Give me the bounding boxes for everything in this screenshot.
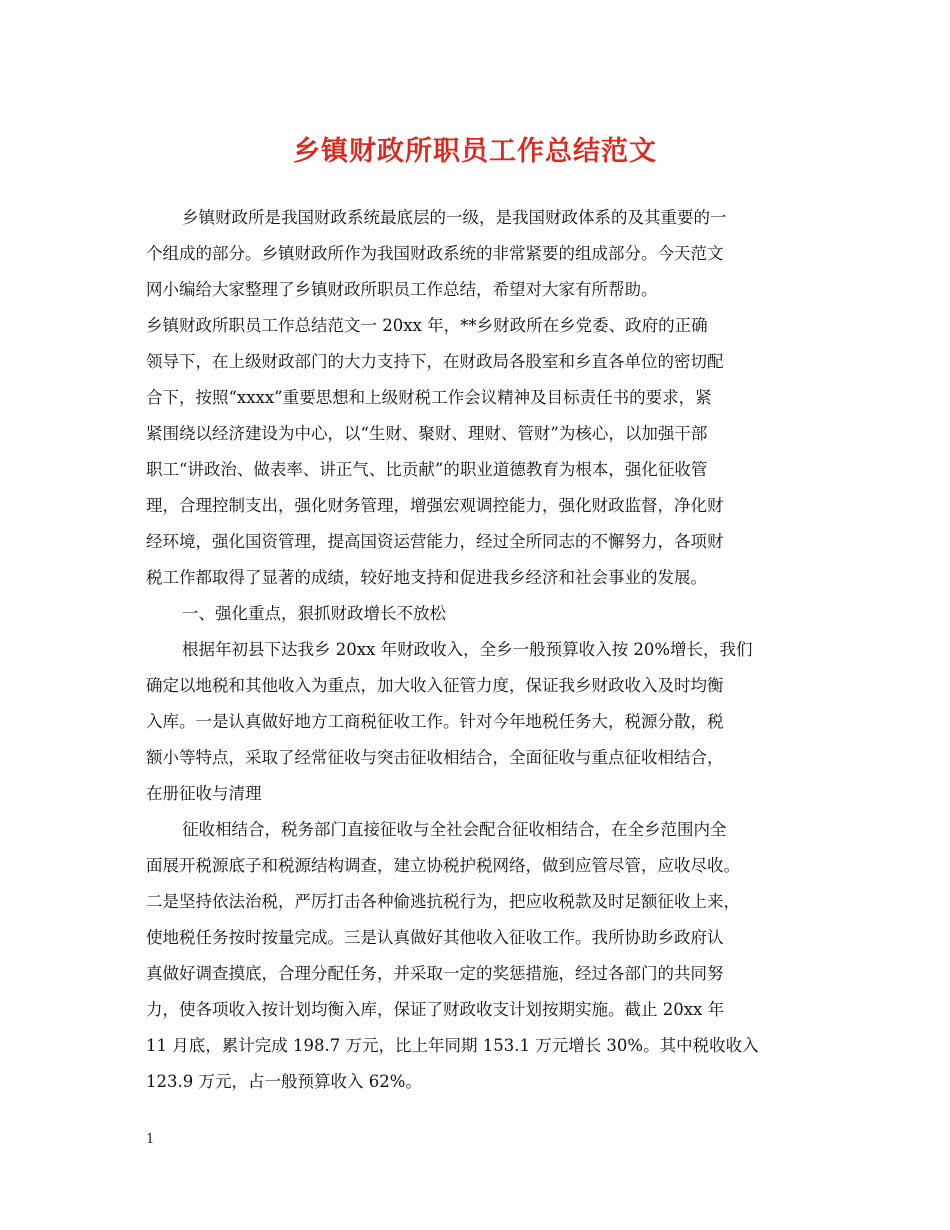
text-line: 税工作都取得了显著的成绩，较好地支持和促进我乡经济和社会事业的发展。 [146,568,707,587]
section-heading: 一、强化重点，狠抓财政增长不放松 [182,604,446,623]
text-line: 紧围绕以经济建设为中心，以“生财、聚财、理财、管财”为核心，以加强干部 [146,424,708,443]
text-line: 确定以地税和其他收入为重点，加大收入征管力度，保证我乡财政收入及时均衡 [146,676,724,695]
text-line: 理，合理控制支出，强化财务管理，增强宏观调控能力，强化财政监督，净化财 [146,496,724,515]
text-line: 网小编给大家整理了乡镇财政所职员工作总结，希望对大家有所帮助。 [146,280,658,299]
text-line: 合下，按照“xxxx”重要思想和上级财税工作会议精神及目标责任书的要求，紧 [146,388,712,407]
text-line: 二是坚持依法治税，严厉打击各种偷逃抗税行为，把应收税款及时足额征收上来， [146,892,740,911]
text-line: 使地税任务按时按量完成。三是认真做好其他收入征收工作。我所协助乡政府认 [146,928,724,947]
text-line: 乡镇财政所是我国财政系统最底层的一级，是我国财政体系的及其重要的一 [182,208,727,227]
text-line: 经环境，强化国资管理，提高国资运营能力，经过全所同志的不懈努力，各项财 [146,532,724,551]
page-number: 1 [146,1132,155,1147]
text-line: 根据年初县下达我乡 20xx 年财政收入，全乡一般预算收入按 20%增长，我们 [182,640,753,659]
text-line: 个组成的部分。乡镇财政所作为我国财政系统的非常紧要的组成部分。今天范文 [146,244,724,263]
text-line: 乡镇财政所职员工作总结范文一 20xx 年，**乡财政所在乡党委、政府的正确 [146,316,708,335]
text-line: 领导下，在上级财政部门的大力支持下，在财政局各股室和乡直各单位的密切配 [146,352,724,371]
text-line: 123.9 万元，占一般预算收入 62%。 [146,1072,422,1091]
document-body [146,200,811,1100]
text-line: 职工“讲政治、做表率、讲正气、比贡献”的职业道德教育为根本，强化征收管 [146,460,708,479]
text-line: 11 月底，累计完成 198.7 万元，比上年同期 153.1 万元增长 30%。其中税收收入 [146,1036,759,1055]
text-line: 在册征收与清理 [146,784,262,803]
text-line: 力，使各项收入按计划均衡入库，保证了财政收支计划按期实施。截止 20xx 年 [146,1000,725,1019]
text-line: 征收相结合，税务部门直接征收与全社会配合征收相结合，在全乡范围内全 [182,820,727,839]
text-line: 额小等特点，采取了经常征收与突击征收相结合，全面征收与重点征收相结合， [146,748,724,767]
text-line: 真做好调查摸底，合理分配任务，并采取一定的奖惩措施，经过各部门的共同努 [146,964,724,983]
text-line: 入库。一是认真做好地方工商税征收工作。针对今年地税任务大，税源分散，税 [146,712,724,731]
text-line: 面展开税源底子和税源结构调查，建立协税护税网络，做到应管尽管，应收尽收。 [146,856,740,875]
document-title: 乡镇财政所职员工作总结范文 [293,136,657,167]
